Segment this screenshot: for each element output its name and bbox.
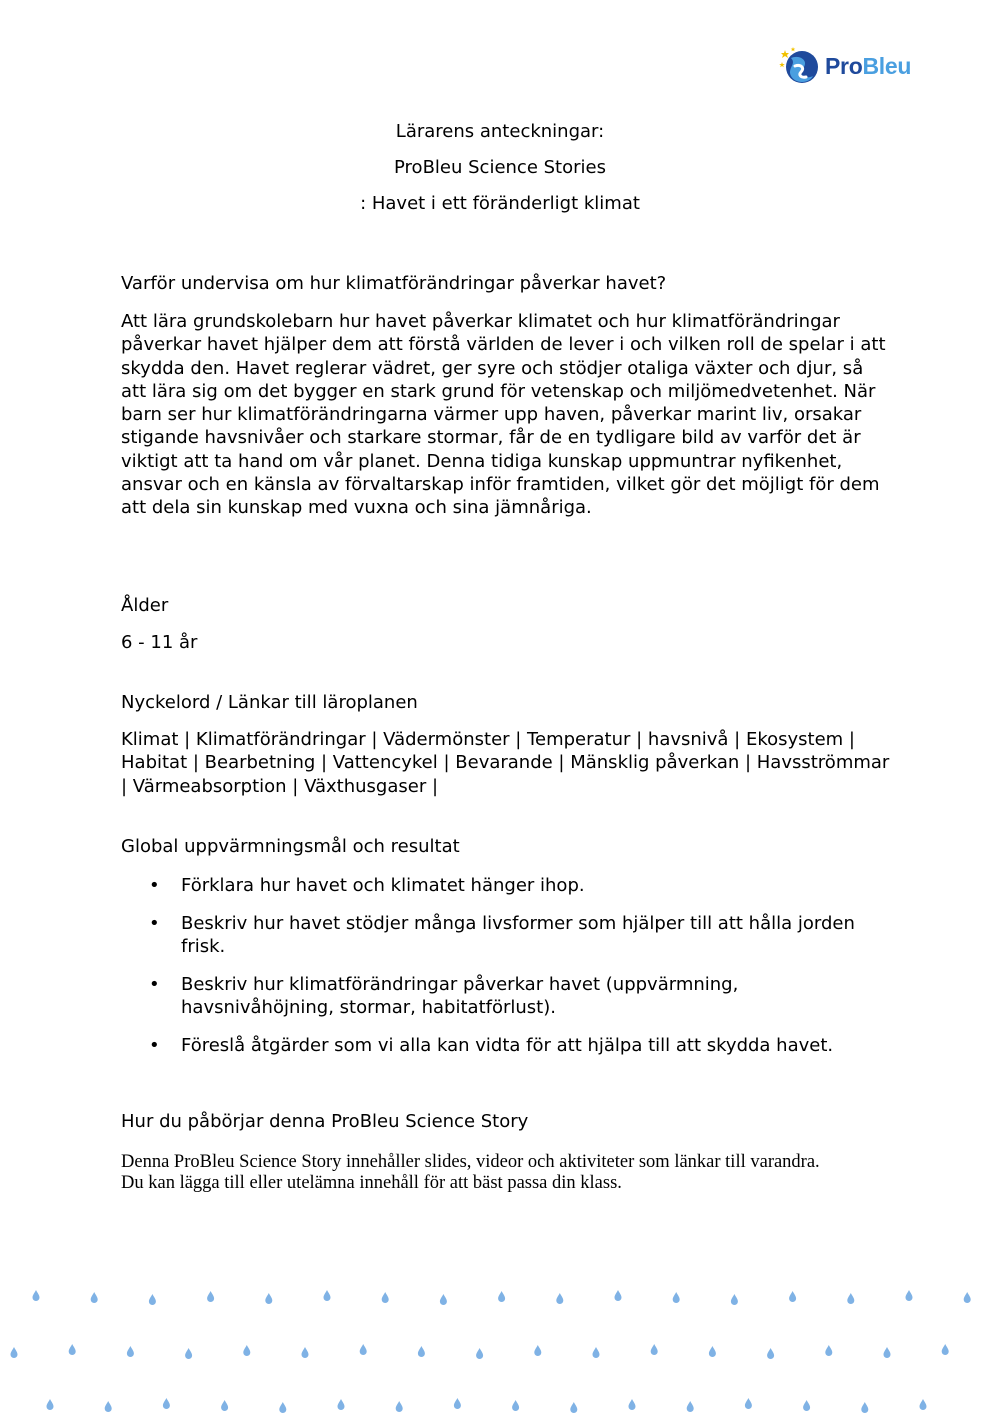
water-drop-icon [33, 1290, 40, 1301]
water-drop-icon [884, 1347, 891, 1358]
water-drop-icon [803, 1400, 810, 1411]
water-drop-icon [418, 1346, 425, 1357]
goals-list [121, 874, 891, 1072]
why-heading: Varför undervisa om hur klimatförändringar påverkar havet? [121, 273, 667, 294]
water-drop-icon [593, 1347, 600, 1358]
bullet-icon: • [149, 875, 160, 896]
water-drop-icon [709, 1346, 716, 1357]
water-drop-icon [920, 1399, 927, 1410]
water-drop-icon [476, 1348, 483, 1359]
water-drop-icon [789, 1291, 796, 1302]
water-drop-icon [512, 1400, 519, 1411]
keywords-text: Klimat | Klimatförändringar | Vädermönster | Temperatur | havsnivå | Ekosystem | Habitat | Bearbetning | Vattencykel | Bevarande | Mänsklig påverkan | Havsströmmar | Värmeabsorption | Växthusgaser | [121, 729, 890, 797]
water-drop-icon [906, 1290, 913, 1301]
water-drop-icon [105, 1401, 112, 1412]
water-drop-icon [861, 1402, 868, 1413]
water-drop-icon [382, 1292, 389, 1303]
goal-item: • Förklara hur havet och klimatet hänger ihop. [149, 875, 585, 896]
water-drop-icon [163, 1398, 170, 1409]
water-drop-icon [243, 1345, 250, 1356]
goal-item: • Beskriv hur klimatförändringar påverkar havet (uppvärmning, havsnivåhöjning, stormar, habitatförlust). [149, 974, 739, 1018]
water-drop-icon [69, 1344, 76, 1355]
water-drop-icon [745, 1398, 752, 1409]
water-drop-icon [279, 1402, 286, 1413]
water-drop-icon [556, 1293, 563, 1304]
keywords-heading: Nyckelord / Länkar till läroplanen [121, 692, 418, 713]
water-drop-icon [185, 1348, 192, 1359]
title-line-1: Lärarens anteckningar: [395, 121, 605, 142]
water-drop-icon [396, 1401, 403, 1412]
water-drop-icon [302, 1347, 309, 1358]
water-drop-icon [454, 1398, 461, 1409]
water-drop-icon [265, 1293, 272, 1304]
goal-item: • Föreslå åtgärder som vi alla kan vidta för att hjälpa till att skydda havet. [149, 1035, 834, 1056]
probleu-logo [779, 44, 929, 88]
water-drop-icon [687, 1401, 694, 1412]
water-drop-icon [570, 1402, 577, 1413]
water-drop-icon [825, 1345, 832, 1356]
water-drop-icon [324, 1290, 331, 1301]
probleu-logo-icon [779, 46, 821, 86]
water-drop-icon [767, 1348, 774, 1359]
why-paragraph: Att lära grundskolebarn hur havet påverkar klimatet och hur klimatförändringar påverkar havet hjälper dem att förstå världen de lever i och vilken roll de spelar i att skydda den. Havet reglerar vädret, ger syre och stödjer otaliga växter och djur, så att lära sig om det bygger en stark grund för vetenskap och miljömedvetenhet. När barn ser hur klimatförändringarna värmer upp haven, påverkar marint liv, orsakar stigande havsnivåer och starkare stormar, får de en tydligare bild av varför det är viktigt att ta hand om vår planet. Denna tidiga kunskap uppmuntrar nyfikenhet, ansvar och en känsla av förvaltarskap inför framtiden, vilket gör det möjligt för dem att dela sin kunskap med vuxna och sina jämnåriga. [121, 311, 886, 519]
droplet-pattern [0, 1280, 1000, 1415]
start-paragraph: Denna ProBleu Science Story innehåller slides, videor och aktiviteter som länkar till varandra. Du kan lägga till eller utelämna innehåll för att bäst passa din klass. [121, 1152, 820, 1193]
water-drop-icon [360, 1344, 367, 1355]
age-heading: Ålder [121, 595, 169, 616]
water-drop-icon [615, 1290, 622, 1301]
goal-item: • Beskriv hur havet stödjer många livsformer som hjälper till att hålla jorden frisk. [149, 913, 855, 957]
bullet-icon: • [149, 1035, 160, 1056]
water-drop-icon [11, 1347, 18, 1358]
probleu-wordmark: ProBleu [825, 52, 912, 79]
water-drop-icon [440, 1294, 447, 1305]
water-drop-icon [847, 1293, 854, 1304]
water-drop-icon [47, 1399, 54, 1410]
water-drop-icon [91, 1292, 98, 1303]
water-drop-icon [673, 1292, 680, 1303]
bullet-icon: • [149, 974, 160, 995]
water-drop-icon [127, 1346, 134, 1357]
title-line-2: ProBleu Science Stories [394, 157, 606, 178]
start-heading: Hur du påbörjar denna ProBleu Science Story [121, 1111, 529, 1132]
water-drop-icon [498, 1291, 505, 1302]
bullet-icon: • [149, 913, 160, 934]
goals-heading: Global uppvärmningsmål och resultat [121, 836, 460, 857]
water-drop-icon [534, 1345, 541, 1356]
water-drop-icon [942, 1344, 949, 1355]
water-drop-icon [149, 1294, 156, 1305]
water-drop-icon [338, 1399, 345, 1410]
water-drop-icon [221, 1400, 228, 1411]
water-drop-icon [207, 1291, 214, 1302]
water-drop-icon [651, 1344, 658, 1355]
water-drop-icon [731, 1294, 738, 1305]
water-drop-icon [964, 1292, 971, 1303]
water-drop-icon [629, 1399, 636, 1410]
title-line-3: : Havet i ett föränderligt klimat [360, 193, 640, 214]
age-value: 6 - 11 år [121, 632, 198, 653]
